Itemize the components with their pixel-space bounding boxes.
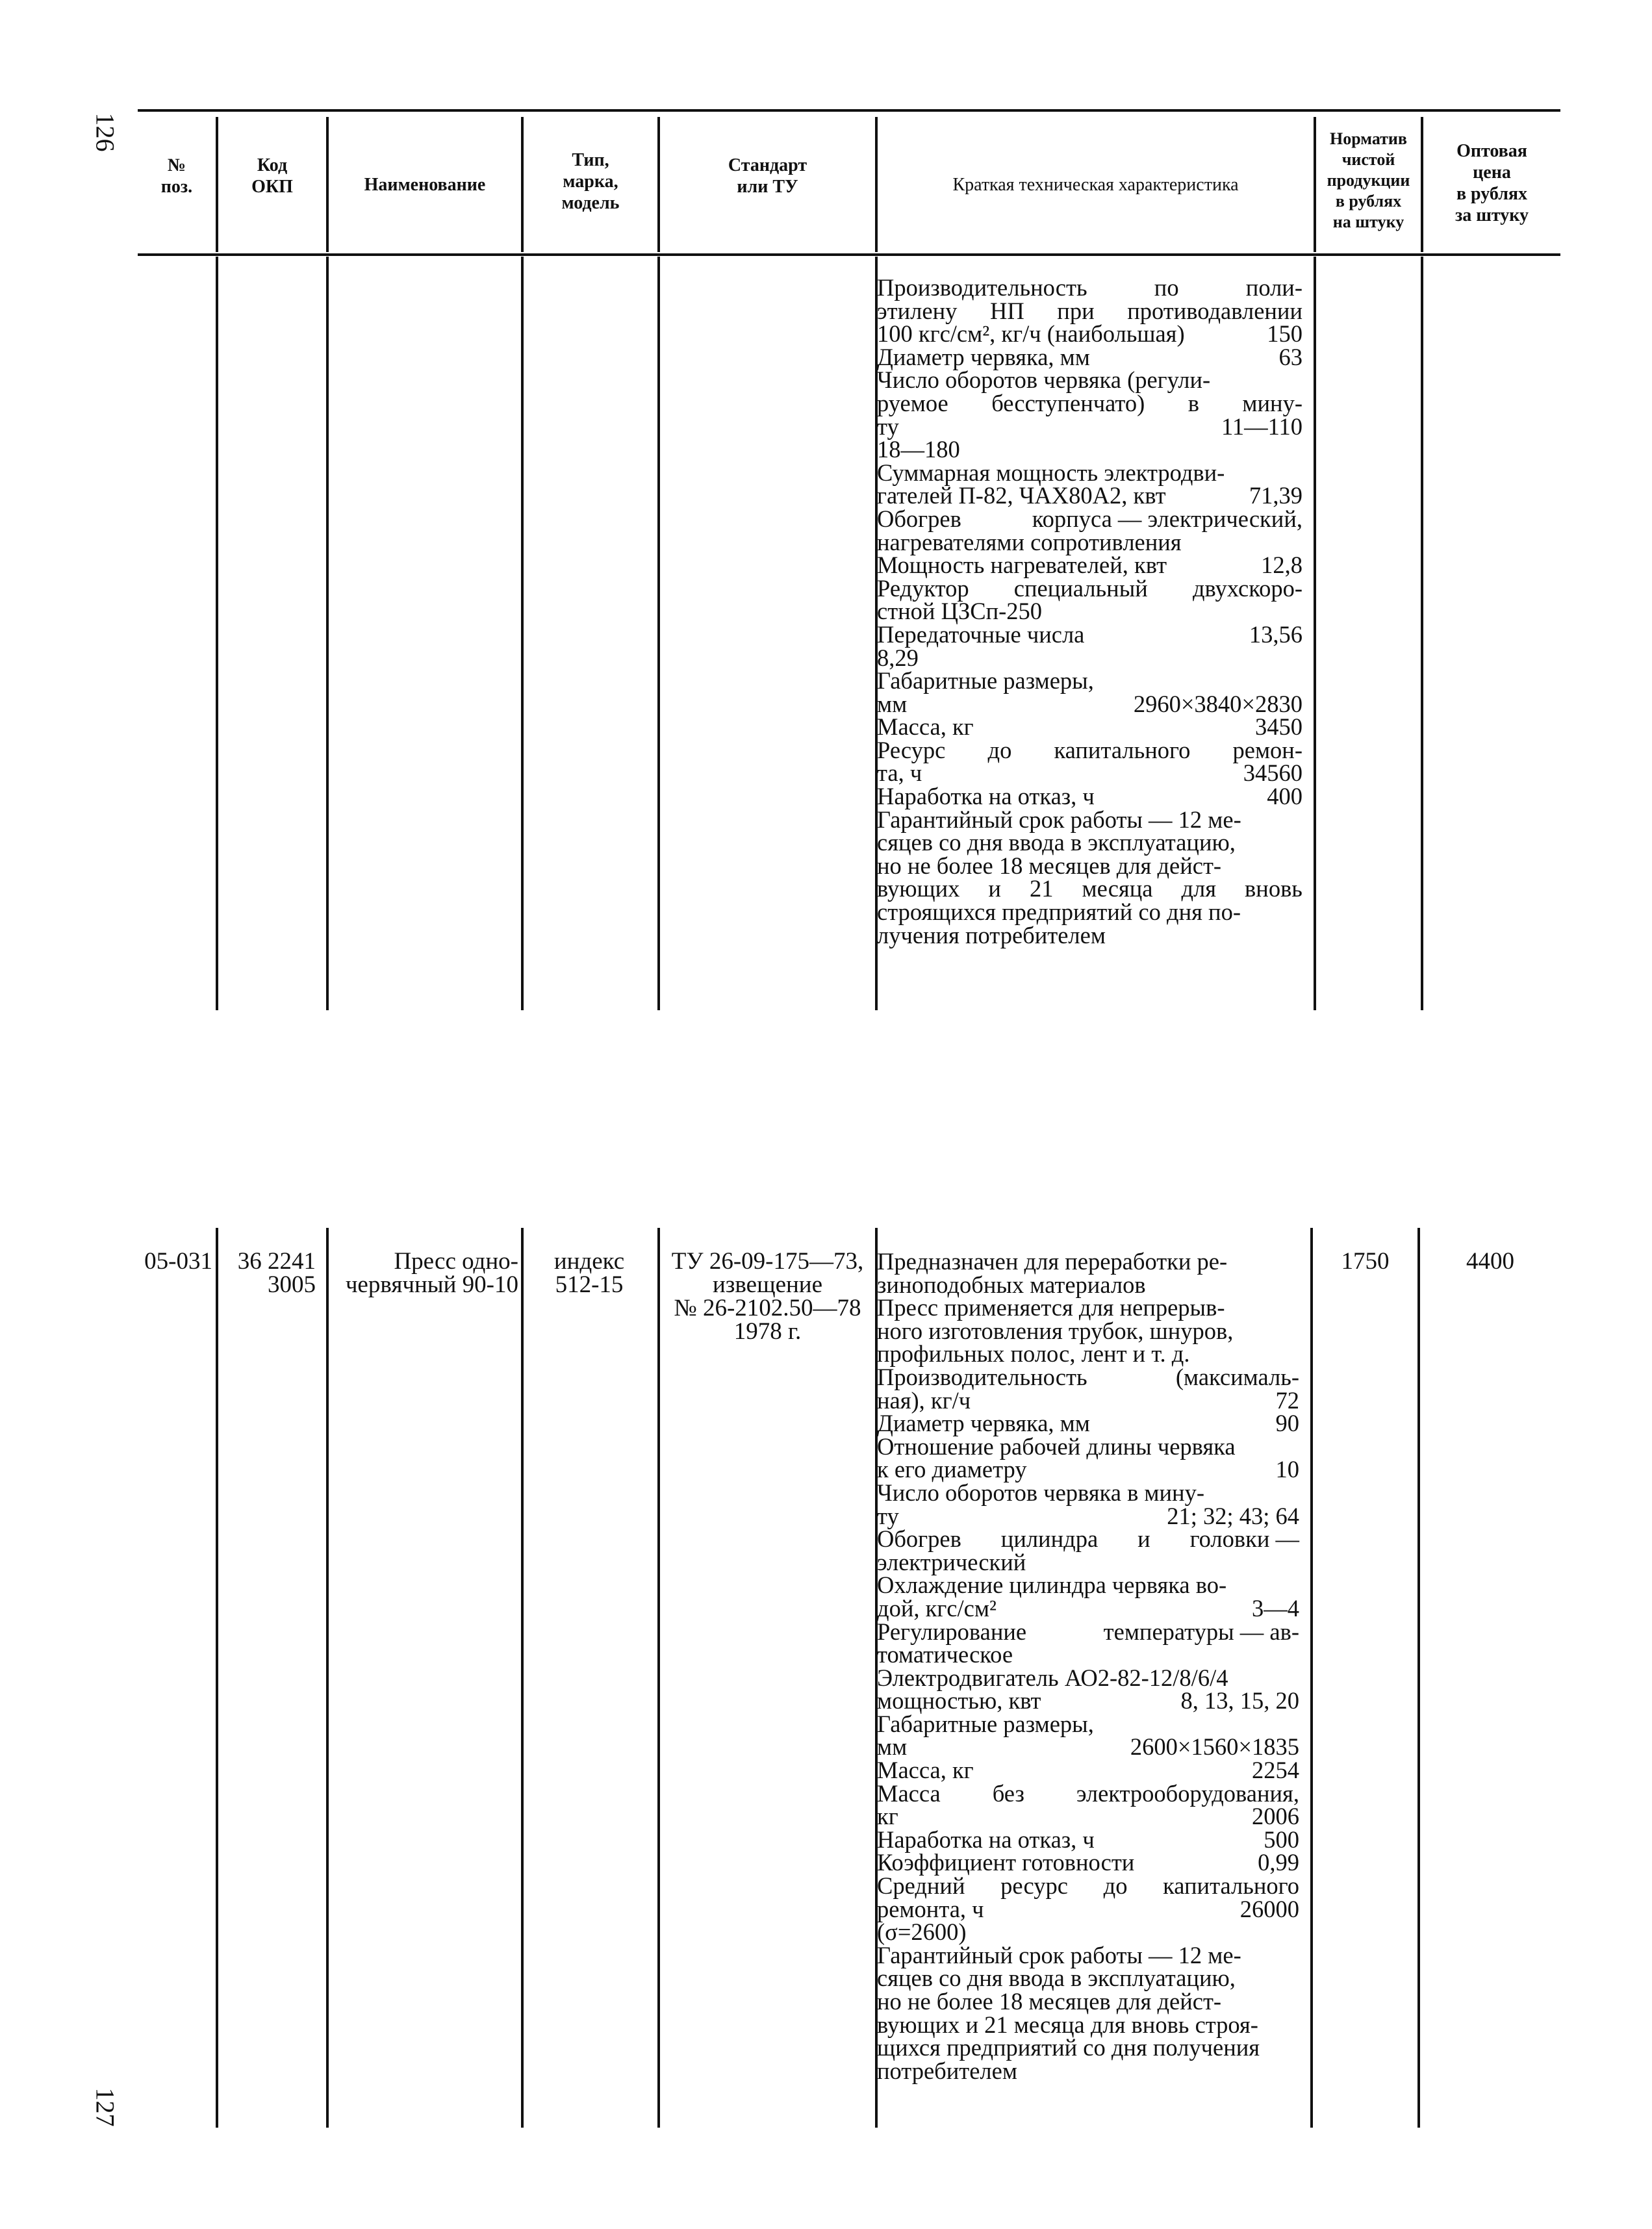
characteristic-fragment: мину- bbox=[1242, 389, 1303, 416]
characteristic-fragment: руемое bbox=[877, 389, 948, 416]
characteristic-fragment: 3450 bbox=[1255, 713, 1303, 741]
characteristic-fragment: Мощность нагревателей, квт bbox=[877, 552, 1167, 579]
characteristic-fragment: вующих и 21 месяца для вновь строя- bbox=[877, 2011, 1258, 2038]
characteristic-line bbox=[877, 646, 1303, 670]
characteristic-line bbox=[877, 1851, 1299, 1874]
characteristic-fragment: корпуса — электрический, bbox=[1032, 505, 1303, 532]
upper-col-divider bbox=[657, 257, 660, 1010]
characteristic-fragment: 21; 32; 43; 64 bbox=[1167, 1502, 1299, 1529]
characteristic-fragment: 8, 13, 15, 20 bbox=[1180, 1687, 1299, 1714]
characteristic-fragment: Электродвигатель АО2-82-12/8/6/4 bbox=[877, 1664, 1228, 1691]
characteristic-fragment: капитального bbox=[1054, 736, 1191, 763]
characteristic-line bbox=[877, 1920, 1299, 1944]
characteristic-line bbox=[877, 1319, 1299, 1343]
characteristic-line bbox=[877, 1502, 1299, 1529]
characteristic-line bbox=[877, 299, 1303, 323]
characteristic-line bbox=[877, 1828, 1299, 1852]
characteristic-line bbox=[877, 276, 1303, 299]
characteristic-line bbox=[877, 600, 1303, 623]
characteristic-fragment: Суммарная мощность электродви- bbox=[877, 459, 1225, 486]
characteristic-fragment: 150 bbox=[1267, 320, 1303, 348]
characteristic-line bbox=[877, 1386, 1299, 1414]
characteristic-fragment: 2600×1560×1835 bbox=[1130, 1733, 1299, 1761]
characteristic-fragment: вновь bbox=[1245, 875, 1303, 902]
characteristic-line bbox=[877, 1710, 1299, 1737]
characteristic-line bbox=[877, 1689, 1299, 1713]
characteristic-line bbox=[877, 1805, 1299, 1828]
upper-characteristics bbox=[877, 276, 1303, 947]
characteristic-fragment: 11—110 bbox=[1221, 413, 1303, 440]
characteristic-fragment: до bbox=[987, 736, 1012, 763]
characteristic-line bbox=[877, 1759, 1299, 1782]
characteristic-fragment: 26000 bbox=[1239, 1895, 1299, 1922]
header-pos-no: № поз. bbox=[160, 155, 193, 197]
header-okp-code: Код ОКП bbox=[251, 155, 293, 197]
characteristic-fragment: месяца bbox=[1082, 875, 1153, 902]
characteristic-fragment: сяцев со дня ввода в эксплуатацию, bbox=[877, 1965, 1236, 1992]
header-bottom-rule bbox=[138, 253, 1560, 256]
lower-col-divider bbox=[657, 1228, 660, 2128]
characteristic-fragment: температуры — ав- bbox=[1103, 1618, 1299, 1645]
characteristic-line bbox=[877, 1296, 1299, 1319]
characteristic-fragment: 71,39 bbox=[1249, 482, 1303, 509]
characteristic-fragment: кг bbox=[877, 1803, 898, 1830]
characteristic-fragment: 2960×3840×2830 bbox=[1133, 690, 1303, 717]
characteristic-line bbox=[877, 1594, 1299, 1622]
characteristic-fragment: мм bbox=[877, 1733, 908, 1761]
characteristic-fragment: Габаритные размеры, bbox=[877, 667, 1094, 694]
characteristic-line bbox=[877, 808, 1303, 832]
characteristic-fragment: нагревателями сопротивления bbox=[877, 528, 1182, 555]
header-price: Оптовая цена в рублях за штуку bbox=[1455, 141, 1529, 225]
characteristic-fragment: 2254 bbox=[1252, 1757, 1299, 1784]
characteristic-fragment: и bbox=[988, 875, 1001, 902]
entry-price-value: 4400 bbox=[1466, 1248, 1514, 1275]
characteristic-fragment: Число оборотов червяка в мину- bbox=[877, 1479, 1204, 1506]
characteristic-line bbox=[877, 1412, 1299, 1435]
characteristic-line bbox=[877, 1458, 1299, 1481]
characteristic-fragment: бесступенчато) bbox=[991, 389, 1145, 416]
characteristic-fragment: 34560 bbox=[1243, 759, 1303, 787]
characteristic-fragment: вующих bbox=[877, 875, 960, 902]
characteristic-fragment: 400 bbox=[1267, 783, 1303, 810]
characteristic-fragment: этилену bbox=[877, 297, 958, 324]
characteristic-line bbox=[877, 669, 1303, 693]
characteristic-line bbox=[877, 736, 1303, 763]
entry-position: 05-031 bbox=[144, 1248, 212, 1275]
characteristic-fragment: Производительность bbox=[877, 274, 1087, 301]
characteristic-fragment: для bbox=[1181, 875, 1217, 902]
characteristic-line bbox=[877, 1527, 1299, 1551]
entry-standard-line3: № 26-2102.50—78 bbox=[674, 1295, 861, 1321]
entry-okp-line2: 3005 bbox=[268, 1271, 316, 1298]
characteristic-line bbox=[877, 1941, 1299, 1968]
characteristic-fragment: Число оборотов червяка (регули- bbox=[877, 366, 1211, 394]
characteristic-line bbox=[877, 1481, 1299, 1505]
characteristic-line bbox=[877, 1967, 1299, 1990]
characteristic-fragment: 12,8 bbox=[1261, 552, 1303, 579]
characteristic-line bbox=[877, 322, 1303, 346]
entry-name-line1: Пресс одно- bbox=[394, 1248, 518, 1275]
characteristic-line bbox=[877, 2036, 1299, 2059]
characteristic-fragment: мощностью, квт bbox=[877, 1687, 1041, 1714]
characteristic-fragment: Регулирование bbox=[877, 1618, 1027, 1645]
characteristic-line bbox=[877, 1273, 1299, 1297]
characteristic-line bbox=[877, 2013, 1299, 2037]
characteristic-fragment: Масса, кг bbox=[877, 713, 974, 741]
entry-okp-line1: 36 2241 bbox=[237, 1248, 316, 1275]
characteristic-fragment: поли- bbox=[1245, 274, 1303, 301]
characteristic-fragment: 18—180 bbox=[877, 436, 960, 463]
lower-col-divider bbox=[521, 1228, 524, 2128]
characteristic-fragment: но не более 18 месяцев для дейст- bbox=[877, 1988, 1222, 2015]
characteristic-line bbox=[877, 1573, 1299, 1597]
entry-standard-line4: 1978 г. bbox=[733, 1318, 802, 1345]
characteristic-fragment: томатическое bbox=[877, 1641, 1013, 1668]
characteristic-line bbox=[877, 715, 1303, 739]
characteristic-fragment: ного изготовления трубок, шнуров, bbox=[877, 1317, 1234, 1344]
characteristic-fragment: до bbox=[1103, 1872, 1128, 1900]
characteristic-fragment: цилиндра bbox=[1000, 1525, 1099, 1553]
upper-col-divider bbox=[1421, 257, 1423, 1010]
characteristic-fragment: 500 bbox=[1264, 1826, 1299, 1853]
upper-col-divider bbox=[326, 257, 329, 1010]
characteristic-fragment: головки — bbox=[1189, 1525, 1299, 1553]
characteristic-fragment: двухскоро- bbox=[1192, 574, 1303, 602]
characteristic-fragment: по bbox=[1154, 274, 1179, 301]
characteristic-line bbox=[877, 368, 1303, 392]
characteristic-fragment: потребителем bbox=[877, 2057, 1017, 2084]
characteristic-line bbox=[877, 690, 1303, 717]
characteristic-fragment: лучения потребителем bbox=[877, 921, 1106, 949]
characteristic-fragment: Масса, кг bbox=[877, 1757, 974, 1784]
characteristic-fragment: Гарантийный срок работы — 12 ме- bbox=[877, 806, 1241, 833]
characteristic-fragment: мм bbox=[877, 690, 908, 717]
characteristic-fragment: противодавлении bbox=[1127, 297, 1303, 324]
characteristic-fragment: Масса bbox=[877, 1779, 941, 1807]
characteristic-fragment: 13,56 bbox=[1249, 620, 1303, 648]
characteristic-line bbox=[877, 1548, 1299, 1575]
characteristic-fragment: ту bbox=[877, 1502, 899, 1529]
upper-col-divider bbox=[1314, 257, 1316, 1010]
characteristic-line bbox=[877, 900, 1303, 924]
characteristic-fragment: Диаметр червяка, мм bbox=[877, 343, 1090, 370]
characteristic-fragment: Предназначен для переработки ре- bbox=[877, 1248, 1228, 1275]
characteristic-fragment: та, ч bbox=[877, 759, 922, 787]
lower-col-divider bbox=[326, 1228, 329, 2128]
characteristic-line bbox=[877, 877, 1303, 900]
characteristic-fragment: Наработка на отказ, ч bbox=[877, 783, 1095, 810]
characteristic-line bbox=[877, 1435, 1299, 1458]
characteristic-fragment: Коэффициент готовности bbox=[877, 1849, 1135, 1876]
characteristic-line bbox=[877, 1643, 1299, 1666]
upper-col-divider bbox=[216, 257, 218, 1010]
entry-standard-line1: ТУ 26-09-175—73, bbox=[671, 1248, 864, 1275]
characteristic-fragment: 21 bbox=[1029, 875, 1054, 902]
characteristic-fragment: зиноподобных материалов bbox=[877, 1271, 1146, 1298]
characteristic-fragment: Обогрев bbox=[877, 1525, 961, 1553]
characteristic-fragment: но не более 18 месяцев для дейст- bbox=[877, 852, 1222, 879]
characteristic-fragment: 100 кгс/см², кг/ч (наибольшая) bbox=[877, 320, 1185, 348]
characteristic-fragment: 8,29 bbox=[877, 644, 919, 671]
characteristic-fragment: 63 bbox=[1278, 343, 1303, 370]
characteristic-line bbox=[877, 1363, 1299, 1390]
characteristic-fragment: Гарантийный срок работы — 12 ме- bbox=[877, 1941, 1241, 1968]
characteristic-fragment: 10 bbox=[1275, 1456, 1299, 1483]
lower-characteristics bbox=[877, 1250, 1299, 2082]
characteristic-fragment: ремонта, ч bbox=[877, 1895, 984, 1922]
characteristic-fragment: Передаточные числа bbox=[877, 620, 1085, 648]
header-name: Наименование bbox=[364, 175, 486, 195]
characteristic-fragment: строящихся предприятий со дня по- bbox=[877, 898, 1241, 926]
characteristic-line bbox=[877, 761, 1303, 785]
characteristic-fragment: Диаметр червяка, мм bbox=[877, 1410, 1090, 1437]
characteristic-line bbox=[877, 1990, 1299, 2013]
characteristic-line bbox=[877, 620, 1303, 648]
characteristic-fragment: НП bbox=[989, 297, 1024, 324]
characteristic-line bbox=[877, 2059, 1299, 2083]
characteristic-line bbox=[877, 415, 1303, 439]
header-standard: Стандарт или ТУ bbox=[728, 155, 807, 197]
characteristic-fragment: ту bbox=[877, 413, 899, 440]
characteristic-fragment: Габаритные размеры, bbox=[877, 1710, 1094, 1737]
characteristic-fragment: к его диаметру bbox=[877, 1456, 1027, 1483]
header-characteristics: Краткая техническая характеристика bbox=[952, 175, 1239, 195]
characteristic-fragment: ная), кг/ч bbox=[877, 1386, 971, 1414]
characteristic-fragment: Ресурс bbox=[877, 736, 946, 763]
characteristic-fragment: гателей П-82, ЧАХ80А2, квт bbox=[877, 482, 1166, 509]
characteristic-fragment: специальный bbox=[1013, 574, 1148, 602]
characteristic-line bbox=[877, 854, 1303, 878]
characteristic-fragment: стной ЦЗСп-250 bbox=[877, 598, 1043, 625]
characteristic-fragment: 90 bbox=[1275, 1410, 1299, 1437]
characteristic-fragment: Средний bbox=[877, 1872, 965, 1900]
characteristic-line bbox=[877, 343, 1303, 370]
lower-col-divider bbox=[1417, 1228, 1420, 2128]
characteristic-fragment: электрооборудования, bbox=[1076, 1779, 1299, 1807]
characteristic-fragment: (максималь- bbox=[1175, 1363, 1299, 1390]
characteristic-fragment: Охлаждение цилиндра червяка во- bbox=[877, 1572, 1227, 1599]
characteristic-fragment: ресурс bbox=[1000, 1872, 1068, 1900]
characteristic-fragment: электрический bbox=[877, 1548, 1026, 1575]
characteristic-fragment: в bbox=[1188, 389, 1199, 416]
entry-type-line2: 512-15 bbox=[555, 1271, 624, 1298]
characteristic-fragment: профильных полос, лент и т. д. bbox=[877, 1340, 1190, 1368]
page-number-top: 126 bbox=[90, 112, 120, 152]
characteristic-fragment: сяцев со дня ввода в эксплуатацию, bbox=[877, 829, 1236, 856]
characteristic-line bbox=[877, 785, 1303, 808]
header-top-rule bbox=[138, 109, 1560, 112]
characteristic-line bbox=[877, 574, 1303, 602]
characteristic-fragment: 3—4 bbox=[1252, 1594, 1299, 1622]
characteristic-fragment: щихся предприятий со дня получения bbox=[877, 2034, 1260, 2061]
characteristic-line bbox=[877, 461, 1303, 485]
header-norm: Норматив чистой продукции в рублях на штуку bbox=[1327, 129, 1410, 231]
characteristic-line bbox=[877, 554, 1303, 577]
characteristic-fragment: без bbox=[992, 1779, 1024, 1807]
characteristic-line bbox=[877, 1895, 1299, 1922]
characteristic-fragment: Пресс применяется для непрерыв- bbox=[877, 1294, 1225, 1321]
characteristic-line bbox=[877, 389, 1303, 416]
characteristic-fragment: Обогрев bbox=[877, 505, 961, 532]
characteristic-line bbox=[877, 1874, 1299, 1898]
characteristic-line bbox=[877, 1666, 1299, 1690]
characteristic-fragment: 72 bbox=[1275, 1386, 1299, 1414]
characteristic-line bbox=[877, 831, 1303, 854]
characteristic-fragment: дой, кгс/см² bbox=[877, 1594, 997, 1622]
characteristic-line bbox=[877, 507, 1303, 531]
page-number-bottom: 127 bbox=[90, 2087, 120, 2127]
entry-type-line1: индекс bbox=[553, 1248, 625, 1275]
characteristic-line bbox=[877, 1735, 1299, 1759]
characteristic-fragment: (σ=2600) bbox=[877, 1918, 967, 1946]
characteristic-fragment: Отношение рабочей длины червяка bbox=[877, 1433, 1236, 1460]
characteristic-fragment: 0,99 bbox=[1258, 1849, 1299, 1876]
upper-col-divider bbox=[521, 257, 524, 1010]
lower-col-divider bbox=[216, 1228, 218, 2128]
characteristic-fragment: Наработка на отказ, ч bbox=[877, 1826, 1095, 1853]
characteristic-line bbox=[877, 1250, 1299, 1273]
characteristic-line bbox=[877, 528, 1303, 555]
characteristic-fragment: капитального bbox=[1163, 1872, 1299, 1900]
characteristic-line bbox=[877, 1342, 1299, 1366]
characteristic-line bbox=[877, 484, 1303, 507]
characteristic-fragment: ремон- bbox=[1232, 736, 1303, 763]
characteristic-line bbox=[877, 921, 1303, 949]
characteristic-fragment: Производительность bbox=[877, 1363, 1087, 1390]
characteristic-line bbox=[877, 1620, 1299, 1644]
characteristic-line bbox=[877, 438, 1303, 461]
characteristic-fragment: Редуктор bbox=[877, 574, 969, 602]
entry-standard-line2: извещение bbox=[712, 1271, 823, 1298]
lower-col-divider bbox=[1310, 1228, 1313, 2128]
characteristic-fragment: 2006 bbox=[1252, 1803, 1299, 1830]
characteristic-fragment: при bbox=[1057, 297, 1095, 324]
header-type-model: Тип, марка, модель bbox=[561, 150, 620, 213]
entry-name-line2: червячный 90-10 bbox=[345, 1271, 518, 1298]
characteristic-fragment: и bbox=[1137, 1525, 1150, 1553]
entry-norm-value: 1750 bbox=[1341, 1248, 1390, 1275]
characteristic-line bbox=[877, 1779, 1299, 1807]
